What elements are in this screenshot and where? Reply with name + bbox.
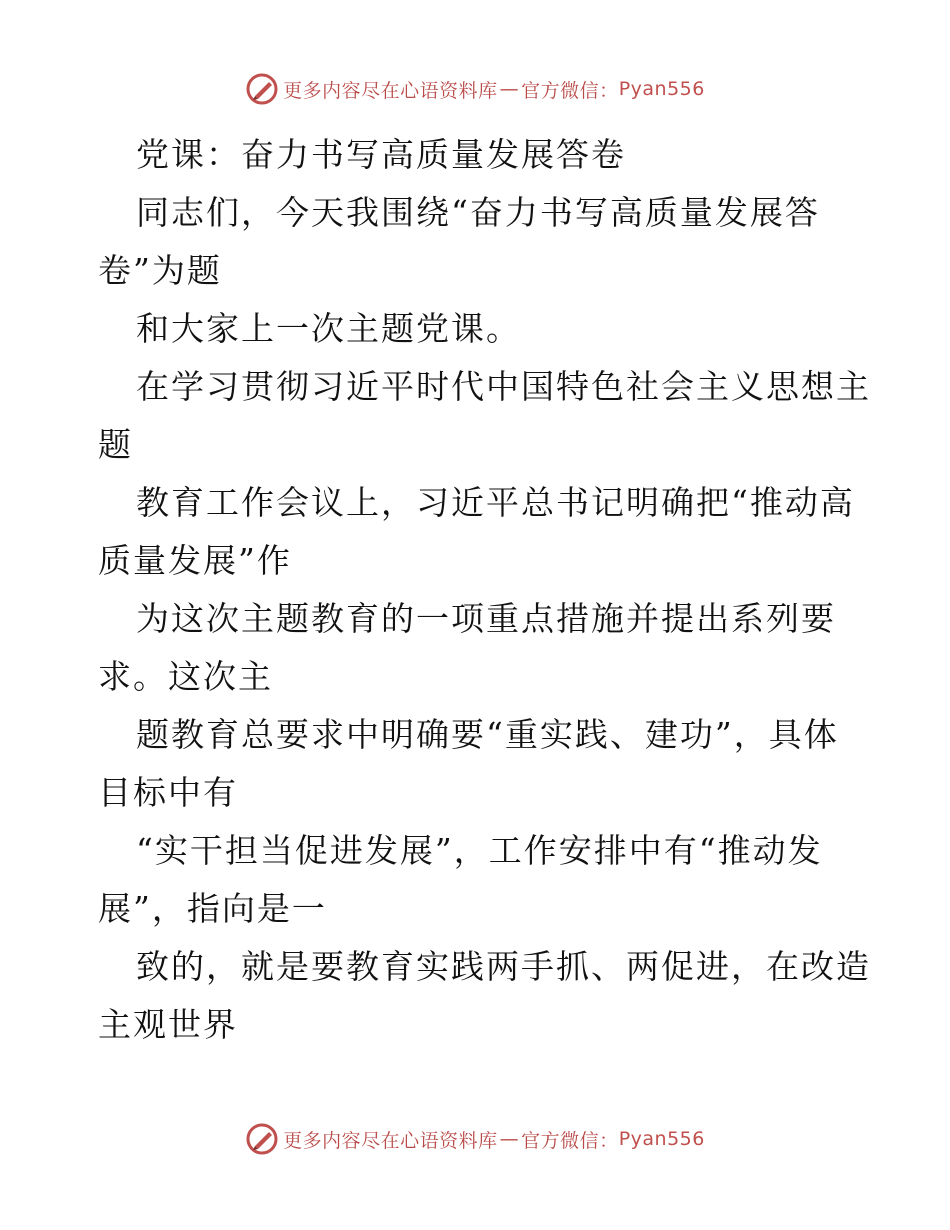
text-line: 和大家上一次主题党课。 (136, 309, 521, 348)
header-watermark (0, 72, 950, 106)
banner-wechat-id: Pyan556 (618, 1128, 705, 1150)
banner-wechat-label: 官方微信： (521, 1129, 619, 1152)
text-line: 党课：奋力书写高质量发展答卷 (136, 135, 626, 174)
text-line: 教育工作会议上，习近平总书记明确把“推动高 (136, 483, 855, 522)
text-line: 题 (98, 425, 133, 464)
text-line: 为这次主题教育的一项重点措施并提出系列要 (136, 599, 836, 638)
text-line: 在学习贯彻习近平时代中国特色社会主义思想主 (136, 367, 871, 406)
pen-logo-icon (245, 1122, 279, 1156)
text-line: 同志们，今天我围绕“奋力书写高质量发展答 (136, 193, 820, 232)
text-line: 展”，指向是一 (98, 889, 327, 928)
text-line: “实干担当促进发展”，工作安排中有“推动发 (136, 831, 823, 870)
text-line: 卷”为题 (98, 251, 222, 290)
pen-logo-icon (245, 72, 279, 106)
document-body (98, 126, 871, 1054)
banner-text: 更多内容尽在心语资料库 (283, 79, 498, 102)
footer-watermark (0, 1122, 950, 1156)
banner-text: 更多内容尽在心语资料库 (283, 1129, 498, 1152)
banner-separator: — (499, 78, 520, 100)
banner-wechat-id: Pyan556 (618, 78, 705, 100)
text-line: 题教育总要求中明确要“重实践、建功”，具体 (136, 715, 839, 754)
text-line: 求。这次主 (98, 657, 273, 696)
banner-separator: — (499, 1128, 520, 1150)
text-line: 主观世界 (98, 1005, 238, 1044)
text-line: 目标中有 (98, 773, 238, 812)
banner-wechat-label: 官方微信： (521, 79, 619, 102)
text-line: 质量发展”作 (98, 541, 292, 580)
text-line: 致的，就是要教育实践两手抓、两促进，在改造 (136, 947, 871, 986)
